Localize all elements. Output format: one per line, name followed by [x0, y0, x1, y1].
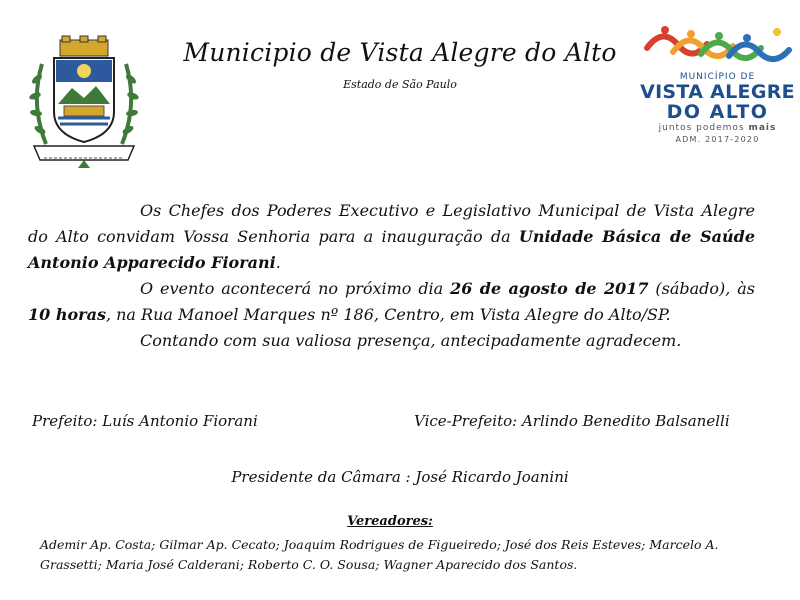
coat-of-arms-icon [28, 34, 140, 170]
p1-text: Os Chefes dos Poderes Executivo e Legislativo Municipal de Vista Alegre do Alto convidam Vossa Senhoria para a inauguração da [28, 201, 755, 246]
brand-slogan-b: mais [748, 123, 777, 133]
mayor-signature: Prefeito: Luís Antonio Fiorani [32, 412, 258, 430]
paragraph-2 [28, 276, 755, 328]
brand-line-1: MUNICÍPIO DE [679, 72, 756, 82]
paragraph-1 [28, 198, 755, 276]
brand-line-2: VISTA ALEGRE [640, 81, 795, 103]
councillors-line-1: Ademir Ap. Costa; Gilmar Ap. Cecato; Joaquim Rodrigues de Figueiredo; José dos Reis Esteves; Marcelo A. [40, 537, 719, 552]
vice-mayor-signature: Vice-Prefeito: Arlindo Benedito Balsanelli [414, 412, 730, 430]
p2-text-a: O evento acontecerá no próximo dia [140, 279, 451, 298]
p2-text-c: , na Rua Manoel Marques nº 186, Centro, em Vista Alegre do Alto/SP. [105, 305, 671, 324]
councillors-line-2: Grassetti; Maria José Calderani; Roberto C. O. Sousa; Wagner Aparecido dos Santos. [40, 557, 578, 572]
brand-administration: ADM. 2017-2020 [675, 135, 760, 144]
p1-end: . [275, 253, 281, 272]
paragraph-3: Contando com sua valiosa presença, antecipadamente agradecem. [140, 331, 682, 350]
page-title: Municipio de Vista Alegre do Alto [183, 38, 617, 67]
p2-text-b: (sábado), às [648, 279, 755, 298]
councillors-list [40, 535, 740, 575]
chamber-president-signature: Presidente da Câmara : José Ricardo Joanini [231, 468, 569, 486]
councillors-heading: Vereadores: [347, 514, 433, 529]
municipality-logo [640, 22, 795, 157]
brand-line-3: DO ALTO [666, 101, 769, 123]
page-subtitle: Estado de São Paulo [343, 78, 457, 91]
health-unit-name: Unidade Básica de Saúde Antonio Apparecido Fiorani [28, 227, 756, 272]
invitation-body [28, 198, 755, 354]
event-date: 26 de agosto de 2017 [450, 279, 649, 298]
brand-slogan [640, 123, 795, 133]
event-time: 10 horas [28, 305, 106, 324]
brand-slogan-a: juntos podemos [658, 123, 749, 133]
waves-logo-icon [643, 22, 793, 70]
